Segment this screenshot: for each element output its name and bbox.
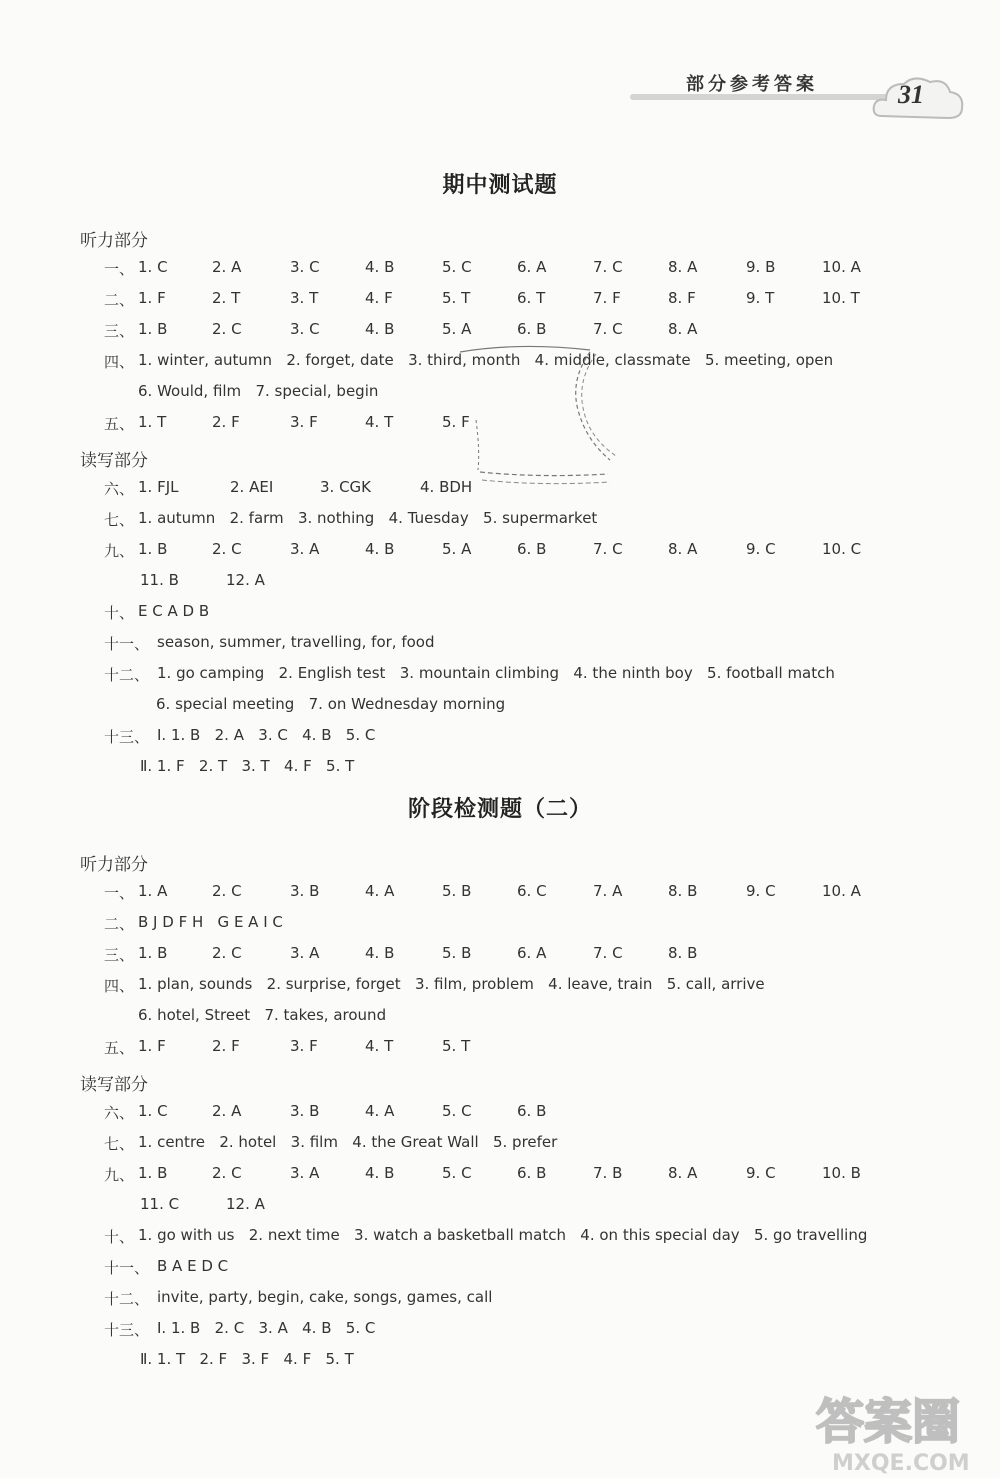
answer-item: 8. B	[668, 944, 698, 962]
answer-item: 7. C	[593, 320, 623, 338]
answer-item: 2. C	[212, 944, 242, 962]
answer-item: 1. B	[138, 320, 168, 338]
answer-item: 3. A	[290, 1164, 320, 1182]
answer-item: 8. A	[668, 320, 698, 338]
answer-item: 4. A	[365, 882, 395, 900]
answer-line: 6. special meeting 7. on Wednesday morning	[156, 695, 506, 713]
question-number: 三、	[104, 946, 135, 964]
part-label: 读写部分	[80, 451, 148, 471]
question-number: 十一、	[104, 1259, 150, 1277]
answer-item: 6. T	[517, 289, 546, 307]
watermark-logo	[804, 1378, 994, 1478]
answer-item: 9. C	[746, 540, 776, 558]
answer-item: 4. B	[365, 540, 395, 558]
answer-item: 7. C	[593, 540, 623, 558]
question-number: 十、	[104, 604, 135, 622]
answer-item: 7. F	[593, 289, 621, 307]
answer-item: 1. F	[138, 289, 166, 307]
answer-item: 4. BDH	[420, 478, 473, 496]
question-number: 十三、	[104, 1321, 150, 1339]
answer-item: 2. C	[212, 540, 242, 558]
answer-item: 4. B	[365, 944, 395, 962]
answer-item: 6. A	[517, 944, 547, 962]
answer-item: 5. T	[442, 289, 471, 307]
answer-line: Ⅱ. 1. T 2. F 3. F 4. F 5. T	[140, 1350, 354, 1368]
answer-item: 4. T	[365, 413, 394, 431]
section-title: 阶段检测题（二）	[407, 797, 592, 822]
answer-item: 12. A	[226, 1195, 265, 1213]
answer-item: 1. FJL	[138, 478, 179, 496]
answer-item: 5. F	[442, 413, 470, 431]
answer-line: 6. Would, film 7. special, begin	[138, 382, 379, 400]
answer-item: 3. B	[290, 882, 320, 900]
answer-item: 2. F	[212, 413, 240, 431]
question-number: 五、	[104, 1039, 135, 1057]
question-number: 二、	[104, 291, 135, 309]
answer-item: 6. B	[517, 540, 547, 558]
answer-item: 6. B	[517, 1102, 547, 1120]
answer-item: 5. C	[442, 258, 472, 276]
pen-marks	[460, 340, 620, 500]
answer-item: 1. B	[138, 1164, 168, 1182]
answer-item: 1. C	[138, 258, 168, 276]
question-number: 一、	[104, 884, 135, 902]
answer-line: 1. autumn 2. farm 3. nothing 4. Tuesday 5. supermarket	[138, 509, 598, 527]
answer-item: 5. A	[442, 320, 472, 338]
answer-line: B A E D C	[157, 1257, 229, 1275]
question-number: 九、	[104, 542, 135, 560]
answer-item: 8. A	[668, 540, 698, 558]
answer-item: 8. A	[668, 1164, 698, 1182]
question-number: 五、	[104, 415, 135, 433]
answer-line: B J D F H G E A I C	[138, 913, 283, 931]
answer-item: 10. C	[822, 540, 862, 558]
answer-item: 6. C	[517, 882, 547, 900]
section-title: 期中测试题	[442, 173, 558, 198]
page-header	[630, 62, 970, 142]
answer-item: 1. A	[138, 882, 168, 900]
question-number: 十一、	[104, 635, 150, 653]
answer-item: 5. A	[442, 540, 472, 558]
answer-item: 3. A	[290, 944, 320, 962]
answer-item: 4. B	[365, 320, 395, 338]
answer-item: 1. C	[138, 1102, 168, 1120]
answer-line: 1. plan, sounds 2. surprise, forget 3. film, problem 4. leave, train 5. call, arrive	[138, 975, 765, 993]
answer-item: 2. C	[212, 1164, 242, 1182]
answer-line: 1. go camping 2. English test 3. mountain climbing 4. the ninth boy 5. football match	[157, 664, 835, 682]
answer-item: 2. C	[212, 882, 242, 900]
answer-item: 1. B	[138, 944, 168, 962]
answer-line: Ⅰ. 1. B 2. A 3. C 4. B 5. C	[157, 726, 376, 744]
answer-item: 3. CGK	[320, 478, 372, 496]
answer-line: 1. go with us 2. next time 3. watch a basketball match 4. on this special day 5. go travelling	[138, 1226, 868, 1244]
answer-item: 2. T	[212, 289, 241, 307]
answer-item: 5. C	[442, 1164, 472, 1182]
answer-item: 3. B	[290, 1102, 320, 1120]
answer-line: Ⅱ. 1. F 2. T 3. T 4. F 5. T	[140, 757, 355, 775]
answer-item: 2. AEI	[230, 478, 274, 496]
answer-item: 10. A	[822, 882, 861, 900]
answer-line: season, summer, travelling, for, food	[157, 633, 435, 651]
answer-line: invite, party, begin, cake, songs, games, call	[157, 1288, 493, 1306]
answer-line: 6. hotel, Street 7. takes, around	[138, 1006, 387, 1024]
question-number: 三、	[104, 322, 135, 340]
answer-item: 3. F	[290, 413, 318, 431]
answer-item: 7. B	[593, 1164, 623, 1182]
answer-item: 5. B	[442, 882, 472, 900]
answer-item: 1. T	[138, 413, 167, 431]
question-number: 四、	[104, 977, 135, 995]
answer-item: 4. T	[365, 1037, 394, 1055]
watermark-main: 答案圈	[816, 1394, 961, 1450]
answer-item: 10. B	[822, 1164, 861, 1182]
question-number: 四、	[104, 353, 135, 371]
question-number: 一、	[104, 260, 135, 278]
question-number: 七、	[104, 1135, 135, 1153]
answer-item: 9. C	[746, 1164, 776, 1182]
answer-item: 2. C	[212, 320, 242, 338]
answer-item: 3. A	[290, 540, 320, 558]
answer-item: 8. B	[668, 882, 698, 900]
answer-item: 9. T	[746, 289, 775, 307]
question-number: 十、	[104, 1228, 135, 1246]
answer-line: E C A D B	[138, 602, 210, 620]
answer-item: 7. C	[593, 944, 623, 962]
answer-item: 6. A	[517, 258, 547, 276]
question-number: 十二、	[104, 1290, 150, 1308]
question-number: 九、	[104, 1166, 135, 1184]
question-number: 七、	[104, 511, 135, 529]
answer-item: 5. T	[442, 1037, 471, 1055]
answer-item: 4. F	[365, 289, 393, 307]
answer-item: 11. B	[140, 571, 179, 589]
answer-line: 1. winter, autumn 2. forget, date 3. third, month 4. middle, classmate 5. meeting, open	[138, 351, 834, 369]
page-number: 31	[898, 80, 924, 109]
answer-item: 7. A	[593, 882, 623, 900]
answer-item: 3. C	[290, 320, 320, 338]
answer-item: 3. T	[290, 289, 319, 307]
part-label: 听力部分	[80, 231, 148, 251]
answer-item: 2. F	[212, 1037, 240, 1055]
answer-item: 3. C	[290, 258, 320, 276]
answer-item: 4. B	[365, 1164, 395, 1182]
answer-item: 3. F	[290, 1037, 318, 1055]
answer-item: 9. B	[746, 258, 776, 276]
answer-item: 10. T	[822, 289, 860, 307]
answer-item: 12. A	[226, 571, 265, 589]
answer-item: 4. A	[365, 1102, 395, 1120]
question-number: 六、	[104, 1104, 135, 1122]
answer-item: 2. A	[212, 258, 242, 276]
header-title: 部分参考答案	[686, 74, 818, 95]
question-number: 二、	[104, 915, 135, 933]
answer-item: 9. C	[746, 882, 776, 900]
answer-line: Ⅰ. 1. B 2. C 3. A 4. B 5. C	[157, 1319, 376, 1337]
answer-item: 5. B	[442, 944, 472, 962]
part-label: 读写部分	[80, 1075, 148, 1095]
question-number: 十二、	[104, 666, 150, 684]
answer-item: 8. F	[668, 289, 696, 307]
answer-item: 10. A	[822, 258, 861, 276]
answer-item: 1. B	[138, 540, 168, 558]
answer-item: 11. C	[140, 1195, 180, 1213]
part-label: 听力部分	[80, 855, 148, 875]
answer-item: 6. B	[517, 320, 547, 338]
answer-item: 1. F	[138, 1037, 166, 1055]
answer-item: 6. B	[517, 1164, 547, 1182]
watermark-url: MXQE.COM	[832, 1451, 970, 1476]
answer-item: 4. B	[365, 258, 395, 276]
question-number: 六、	[104, 480, 135, 498]
answer-line: 1. centre 2. hotel 3. film 4. the Great Wall 5. prefer	[138, 1133, 558, 1151]
answer-item: 2. A	[212, 1102, 242, 1120]
answer-item: 7. C	[593, 258, 623, 276]
answer-item: 5. C	[442, 1102, 472, 1120]
question-number: 十三、	[104, 728, 150, 746]
answer-item: 8. A	[668, 258, 698, 276]
